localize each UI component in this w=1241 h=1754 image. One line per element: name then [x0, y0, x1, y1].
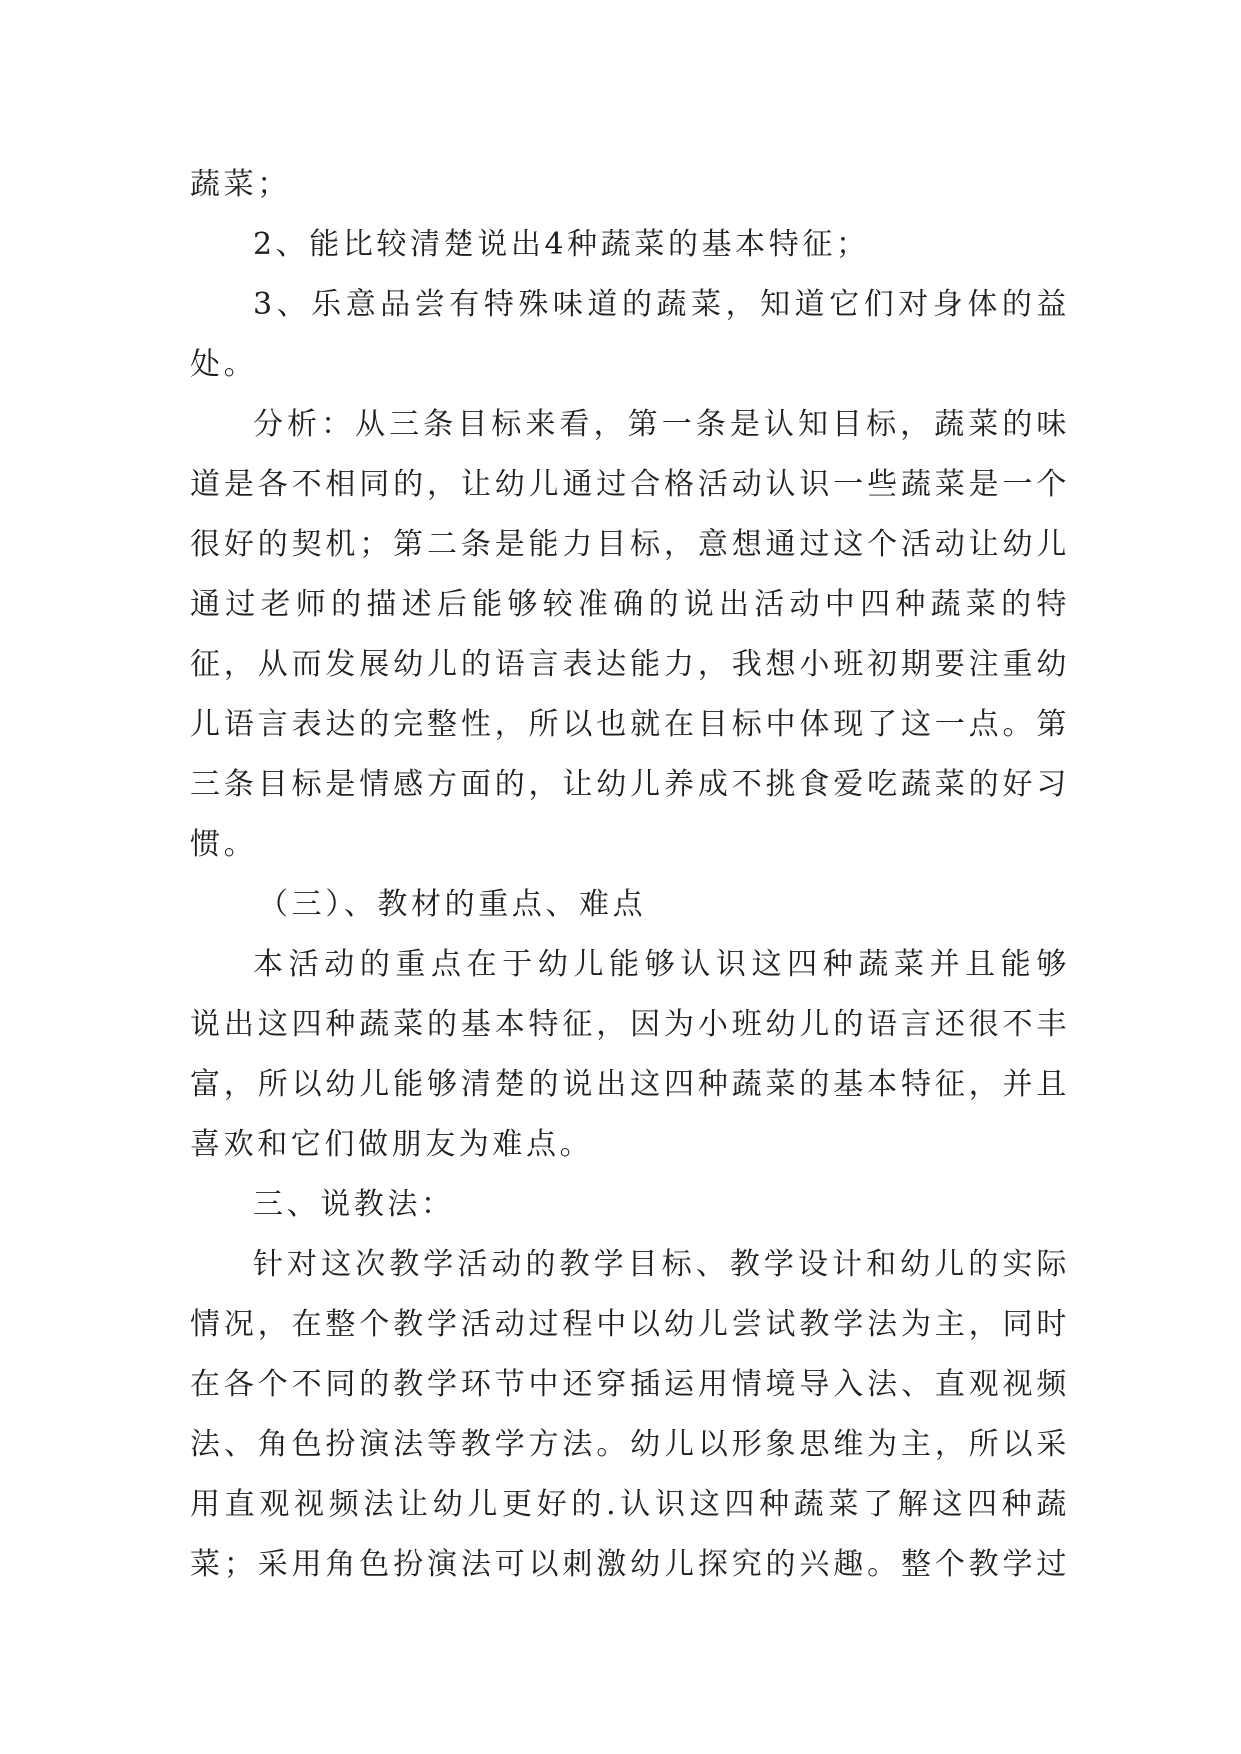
text-line: 三条目标是情感方面的，让幼儿养成不挑食爱吃蔬菜的好习 — [190, 767, 1070, 802]
text-line: 2、能比较清楚说出4种蔬菜的基本特征； — [253, 227, 870, 262]
text-line: 蔬菜； — [190, 167, 291, 202]
text-line: 3、乐意品尝有特殊味道的蔬菜，知道它们对身体的益 — [253, 287, 1070, 322]
text-line: 本活动的重点在于幼儿能够认识这四种蔬菜并且能够 — [253, 947, 1070, 982]
text-line: 儿语言表达的完整性，所以也就在目标中体现了这一点。第 — [190, 707, 1070, 742]
text-line: 处。 — [190, 347, 258, 382]
text-line: 富，所以幼儿能够清楚的说出这四种蔬菜的基本特征，并且 — [190, 1067, 1070, 1102]
text-line: 情况，在整个教学活动过程中以幼儿尝试教学法为主，同时 — [190, 1307, 1070, 1342]
text-line: 分析：从三条目标来看，第一条是认知目标，蔬菜的味 — [253, 407, 1070, 442]
text-line: 道是各不相同的，让幼儿通过合格活动认识一些蔬菜是一个 — [190, 467, 1070, 502]
text-line: 菜；采用角色扮演法可以刺激幼儿探究的兴趣。整个教学过 — [190, 1547, 1070, 1582]
text-line: 说出这四种蔬菜的基本特征，因为小班幼儿的语言还很不丰 — [190, 1007, 1070, 1042]
text-line: 在各个不同的教学环节中还穿插运用情境导入法、直观视频 — [190, 1367, 1070, 1402]
text-line: 惯。 — [190, 827, 258, 862]
section-heading: 三、说教法： — [253, 1187, 455, 1222]
text-line: 通过老师的描述后能够较准确的说出活动中四种蔬菜的特 — [190, 587, 1070, 622]
text-line: 喜欢和它们做朋友为难点。 — [190, 1127, 594, 1162]
text-line: 法、角色扮演法等教学方法。幼儿以形象思维为主，所以采 — [190, 1427, 1070, 1462]
text-line: 用直观视频法让幼儿更好的.认识这四种蔬菜了解这四种蔬 — [190, 1487, 1070, 1522]
text-line: 针对这次教学活动的教学目标、教学设计和幼儿的实际 — [253, 1247, 1070, 1282]
text-line: 很好的契机；第二条是能力目标，意想通过这个活动让幼儿 — [190, 527, 1070, 562]
text-line: 征，从而发展幼儿的语言表达能力，我想小班初期要注重幼 — [190, 647, 1070, 682]
section-heading: （三）、教材的重点、难点 — [258, 887, 647, 922]
